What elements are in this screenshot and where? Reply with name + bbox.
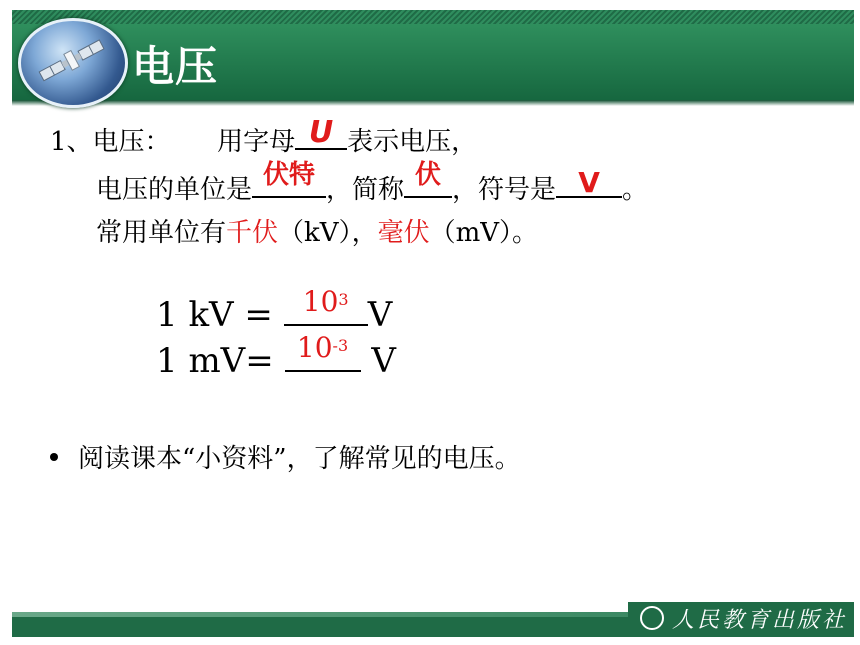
formula-lhs: 1 mV=	[156, 341, 285, 381]
title-bar-shadow	[12, 100, 854, 106]
page-title: 电压	[132, 42, 219, 91]
bullet-text: 阅读课本“小资料”，了解常见的电压。	[78, 444, 521, 474]
common-units-line	[96, 216, 538, 250]
unit-millivolt-symbol: （mV）	[429, 218, 513, 248]
definition-text: 用字母	[217, 127, 296, 157]
answer-short: 伏	[415, 160, 442, 190]
formula-lhs: 1 kV =	[156, 295, 284, 335]
blank-kilovolt	[284, 285, 368, 326]
blank-symbol	[556, 166, 622, 198]
blank-short	[404, 160, 452, 198]
unit-kilovolt: 千伏	[226, 218, 279, 248]
blank-unit	[252, 160, 326, 198]
blank-letter	[295, 115, 347, 150]
reading-bullet	[50, 438, 521, 475]
definition-text-end: 表示电压，	[347, 127, 478, 157]
unit-kilovolt-symbol: （kV）	[278, 218, 352, 248]
answer-symbol: V	[578, 166, 600, 199]
unit-text-d: 。	[622, 175, 649, 205]
answer-letter-u: U	[308, 115, 334, 150]
answer-kilovolt: $10^3$	[302, 285, 349, 318]
space-station-icon	[18, 18, 128, 108]
unit-line	[96, 160, 649, 207]
unit-millivolt: 毫伏	[377, 218, 430, 248]
unit-text-c: ，符号是	[452, 175, 557, 205]
formula-rhs: V	[360, 341, 396, 381]
unit-text: 电压的单位是	[96, 175, 253, 205]
common-units-end: 。	[512, 218, 539, 248]
common-units-text: 常用单位有	[96, 218, 227, 248]
blank-millivolt	[285, 331, 361, 372]
units-separator: ，	[351, 218, 378, 248]
bullet-dot-icon	[50, 453, 58, 461]
header-top-stripe	[12, 10, 854, 24]
publisher-name: 人民教育出版社	[672, 608, 848, 633]
formula-millivolt	[156, 331, 396, 381]
formula-rhs: V	[367, 295, 393, 335]
unit-text-b: ，简称	[326, 175, 405, 205]
definition-line	[50, 115, 478, 159]
item-number-label: 1、电压：	[50, 127, 171, 157]
answer-millivolt: $10^{-3}$	[296, 331, 349, 364]
publisher-emblem-icon	[640, 606, 664, 630]
answer-unit: 伏特	[263, 160, 316, 190]
